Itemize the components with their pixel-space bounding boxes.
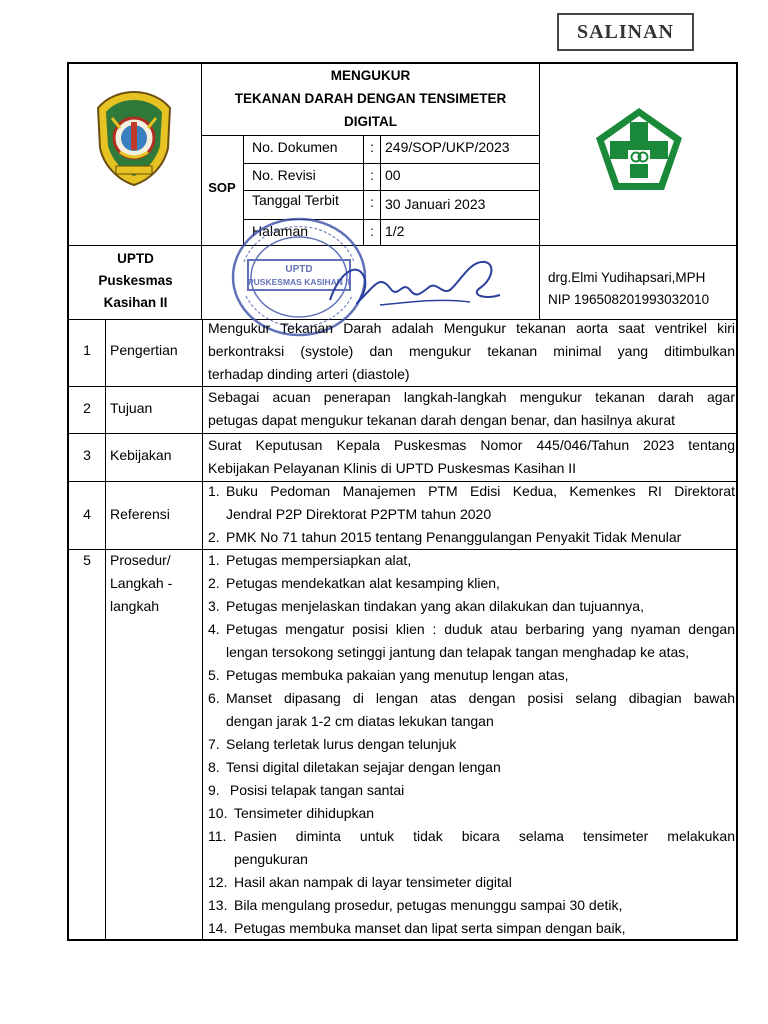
procedure-step: [208, 894, 735, 917]
item-number: 1.: [208, 483, 220, 499]
text-line: Surat Keputusan Kepala Puskesmas Nomor 445/046/Tahun 2023 tentang: [208, 437, 735, 453]
text-line: Manset dipasang di lengan atas dengan posisi selang dibagian bawah: [226, 690, 735, 706]
item-number: 2.: [208, 529, 220, 545]
signatory-nip: NIP 196508201993032010: [548, 292, 710, 307]
salinan-stamp: SALINAN: [557, 13, 694, 51]
procedure-step: [208, 572, 735, 595]
row-number: 4: [83, 506, 91, 522]
text-line: terhadap dinding arteri (diastole): [208, 366, 410, 382]
text-line: lengan tersokong setinggi jantung dan telapak tangan menghadap ke atas,: [226, 644, 690, 660]
org-line: UPTD: [117, 251, 154, 266]
reference-item: [208, 526, 735, 549]
row-number: 2: [83, 400, 91, 416]
procedure-step: [208, 825, 735, 871]
row-content-referensi: [208, 480, 735, 549]
text-line: Bila mengulang prosedur, petugas menunggu sampai 30 detik,: [234, 897, 623, 913]
text-line: Petugas menjelaskan tindakan yang akan dilakukan dan tujuannya,: [226, 598, 644, 614]
procedure-step: [208, 664, 735, 687]
signatory-name: drg.Elmi Yudihapsari,MPH: [548, 270, 706, 285]
issue-date-value: 30 Januari 2023: [385, 196, 486, 212]
procedure-step: [208, 687, 735, 733]
step-number: 14.: [208, 920, 228, 936]
procedure-step: [208, 871, 735, 894]
text-line: Posisi telapak tangan santai: [226, 782, 405, 798]
text-line: Petugas mendekatkan alat kesamping klien,: [226, 575, 500, 591]
step-number: 2.: [208, 575, 220, 591]
row-content-tujuan: [208, 386, 735, 432]
row-label: Tujuan: [110, 400, 153, 416]
page-value: 1/2: [385, 223, 405, 239]
row-label: Pengertian: [110, 342, 178, 358]
text-line: Petugas mempersiapkan alat,: [226, 552, 412, 568]
step-number: 8.: [208, 759, 220, 775]
text-line: pengukuran: [234, 851, 308, 867]
org-line: Puskesmas: [98, 273, 173, 288]
step-number: 10.: [208, 805, 228, 821]
text-line: Sebagai acuan penerapan langkah-langkah mengukur tekanan darah agar: [208, 389, 735, 405]
sop-title: [203, 64, 538, 133]
issue-date-label: Tanggal Terbit: [252, 192, 339, 208]
procedure-step: [208, 756, 735, 779]
procedure-step: [208, 618, 735, 664]
sop-label: SOP: [208, 180, 236, 195]
label-line: langkah: [110, 598, 160, 614]
text-line: PMK No 71 tahun 2015 tentang Penanggulangan Penyakit Tidak Menular: [226, 529, 682, 545]
org-line: Kasihan II: [103, 295, 168, 310]
text-line: Petugas mengatur posisi klien : duduk atau berbaring yang nyaman dengan: [226, 621, 735, 637]
row-number: 5: [83, 552, 91, 568]
text-line: Buku Pedoman Manajemen PTM Edisi Kedua, Kemenkes RI Direktorat: [226, 483, 735, 499]
row-content-pengertian: [208, 317, 735, 386]
reference-item: [208, 480, 735, 526]
divider: [243, 163, 540, 164]
title-line: TEKANAN DARAH DENGAN TENSIMETER: [234, 91, 507, 106]
label-line: Langkah -: [110, 575, 173, 591]
row-content-prosedur: [208, 549, 735, 940]
step-number: 9.: [208, 782, 220, 798]
svg-text:PUSKESMAS KASIHAN II: PUSKESMAS KASIHAN II: [247, 277, 351, 287]
text-line: Petugas membuka pakaian yang menutup lengan atas,: [226, 667, 569, 683]
row-label: Referensi: [110, 506, 170, 522]
text-line: Tensimeter dihidupkan: [234, 805, 375, 821]
text-line: berkontraksi (systole) dan mengukur tekanan minimal yang ditimbulkan: [208, 343, 735, 359]
page-label: Halaman: [252, 223, 309, 239]
step-number: 7.: [208, 736, 220, 752]
text-line: petugas dapat mengukur tekanan darah dengan benar, dan hasilnya akurat: [208, 412, 676, 428]
text-line: Jendral P2P Direktorat P2PTM tahun 2020: [226, 506, 492, 522]
step-number: 4.: [208, 621, 220, 637]
text-line: Petugas membuka manset dan lipat serta simpan dengan baik,: [234, 920, 626, 936]
puskesmas-cross-icon: [592, 104, 686, 197]
step-number: 11.: [208, 828, 227, 844]
text-line: Mengukur Tekanan Darah adalah Mengukur tekanan aorta saat ventrikel kiri: [208, 320, 735, 336]
step-number: 3.: [208, 598, 220, 614]
row-content-kebijakan: [208, 434, 735, 480]
revision-label: No. Revisi: [252, 167, 316, 183]
signature-image: [320, 250, 520, 323]
procedure-step: [208, 917, 735, 940]
divider: [68, 245, 737, 246]
divider: [243, 190, 540, 191]
step-number: 13.: [208, 897, 228, 913]
organization-name: [69, 248, 202, 314]
text-line: Tensi digital diletakan sejajar dengan lengan: [226, 759, 501, 775]
procedure-step: [208, 595, 735, 618]
title-line: DIGITAL: [344, 114, 397, 129]
text-line: Pasien diminta untuk tidak bicara selama tensimeter melakukan: [234, 828, 735, 844]
colon: :: [370, 223, 374, 239]
colon: :: [370, 194, 374, 210]
step-number: 12.: [208, 874, 228, 890]
procedure-step: [208, 733, 735, 756]
procedure-step: [208, 779, 735, 802]
revision-value: 00: [385, 167, 401, 183]
colon: :: [370, 167, 374, 183]
procedure-step: [208, 802, 735, 825]
text-line: dengan jarak 1-2 cm diatas lekukan tangan: [226, 713, 494, 729]
procedure-step: [208, 549, 735, 572]
divider: [201, 135, 540, 136]
doc-number-label: No. Dokumen: [252, 139, 338, 155]
divider: [105, 319, 106, 940]
svg-text:UPTD: UPTD: [285, 264, 313, 275]
coat-of-arms-icon: [90, 88, 178, 191]
colon: :: [370, 139, 374, 155]
row-number: 1: [83, 342, 91, 358]
row-label: Kebijakan: [110, 447, 172, 463]
divider: [202, 319, 203, 940]
label-line: Prosedur/: [110, 552, 171, 568]
step-number: 6.: [208, 690, 220, 706]
text-line: Hasil akan nampak di layar tensimeter digital: [234, 874, 512, 890]
row-number: 3: [83, 447, 91, 463]
text-line: Selang terletak lurus dengan telunjuk: [226, 736, 457, 752]
step-number: 1.: [208, 552, 220, 568]
step-number: 5.: [208, 667, 220, 683]
row-label: [110, 549, 172, 618]
divider: [539, 63, 540, 319]
text-line: Kebijakan Pelayanan Klinis di UPTD Puskesmas Kasihan II: [208, 460, 577, 476]
title-line: MENGUKUR: [330, 68, 411, 83]
doc-number-value: 249/SOP/UKP/2023: [385, 139, 510, 155]
